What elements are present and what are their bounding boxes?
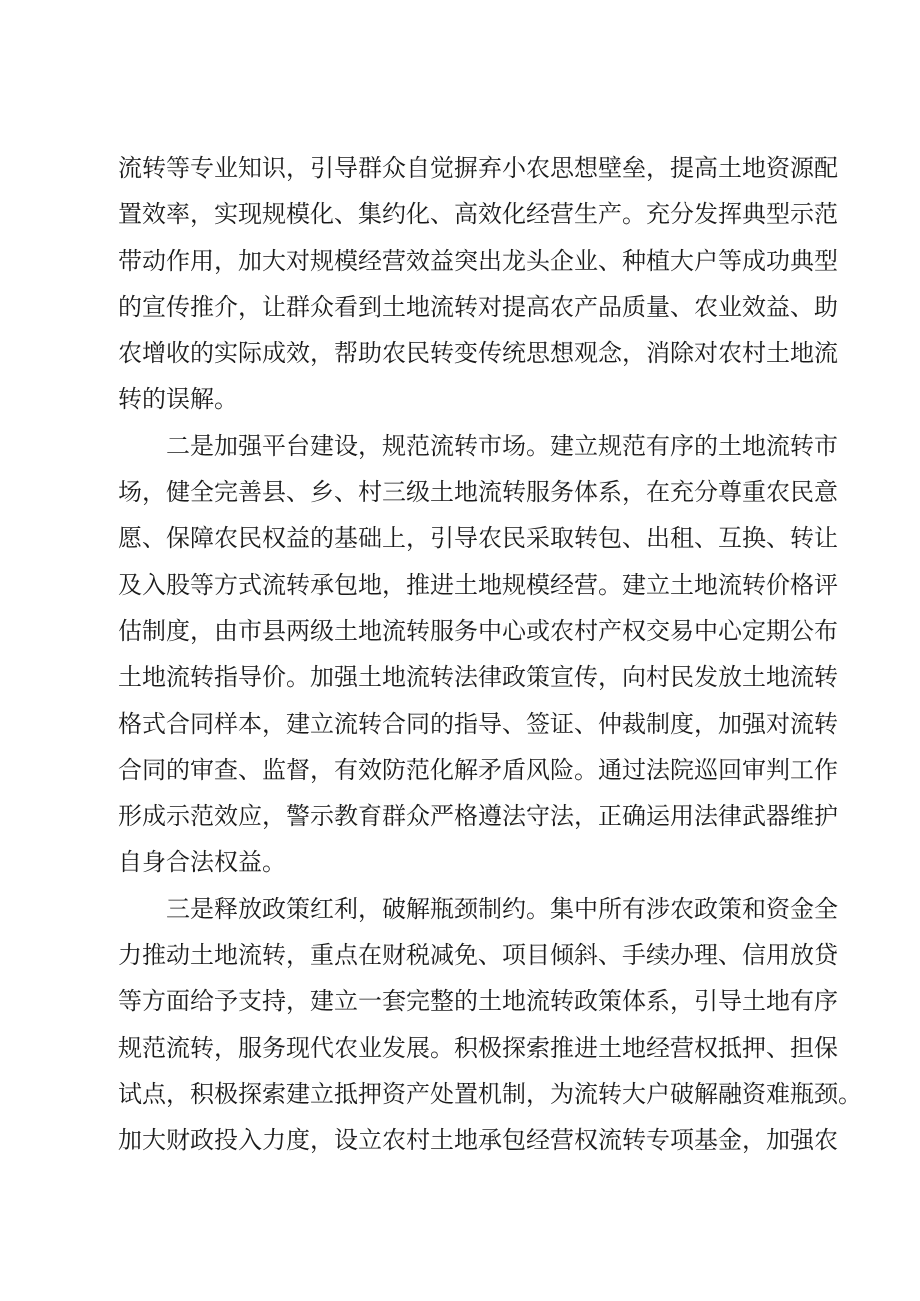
paragraph-2 [118, 423, 838, 886]
text-line: 估制度，由市县两级土地流转服务中心或农村产权交易中心定期公布 [118, 616, 838, 645]
text-line: 规范流转，服务现代农业发展。积极探索推进土地经营权抵押、担保 [118, 1033, 838, 1062]
text-line: 带动作用，加大对规模经营效益突出龙头企业、种植大户等成功典型 [118, 246, 838, 275]
text-line: 格式合同样本，建立流转合同的指导、签证、仲裁制度，加强对流转 [118, 709, 838, 738]
text-line: 三是释放政策红利，破解瓶颈制约。集中所有涉农政策和资金全 [166, 894, 838, 923]
text-line: 加大财政投入力度，设立农村土地承包经营权流转专项基金，加强农 [118, 1126, 838, 1155]
text-line: 二是加强平台建设，规范流转市场。建立规范有序的土地流转市 [166, 431, 838, 460]
text-line: 等方面给予支持，建立一套完整的土地流转政策体系，引导土地有序 [118, 987, 838, 1016]
text-line: 自身合法权益。 [118, 848, 286, 877]
text-line: 形成示范效应，警示教育群众严格遵法守法，正确运用法律武器维护 [118, 802, 838, 831]
text-line: 置效率，实现规模化、集约化、高效化经营生产。充分发挥典型示范 [118, 200, 838, 229]
text-line: 土地流转指导价。加强土地流转法律政策宣传，向村民发放土地流转 [118, 663, 838, 692]
text-line: 力推动土地流转，重点在财税减免、项目倾斜、手续办理、信用放贷 [118, 941, 838, 970]
text-line: 的宣传推介，让群众看到土地流转对提高农产品质量、农业效益、助 [118, 292, 838, 321]
text-line: 试点，积极探索建立抵押资产处置机制，为流转大户破解融资难瓶颈。 [118, 1079, 862, 1108]
paragraph-1 [118, 145, 838, 423]
text-line: 及入股等方式流转承包地，推进土地规模经营。建立土地流转价格评 [118, 570, 838, 599]
text-line: 农增收的实际成效，帮助农民转变传统思想观念，消除对农村土地流 [118, 339, 838, 368]
text-line: 愿、保障农民权益的基础上，引导农民采取转包、出租、互换、转让 [118, 524, 838, 553]
document-body [118, 145, 862, 1164]
text-line: 场，健全完善县、乡、村三级土地流转服务体系，在充分尊重农民意 [118, 478, 838, 507]
text-line: 流转等专业知识，引导群众自觉摒弃小农思想壁垒，提高土地资源配 [118, 154, 838, 182]
text-line: 转的误解。 [118, 385, 238, 414]
text-line: 合同的审查、监督，有效防范化解矛盾风险。通过法院巡回审判工作 [118, 755, 838, 784]
paragraph-3 [118, 886, 862, 1164]
